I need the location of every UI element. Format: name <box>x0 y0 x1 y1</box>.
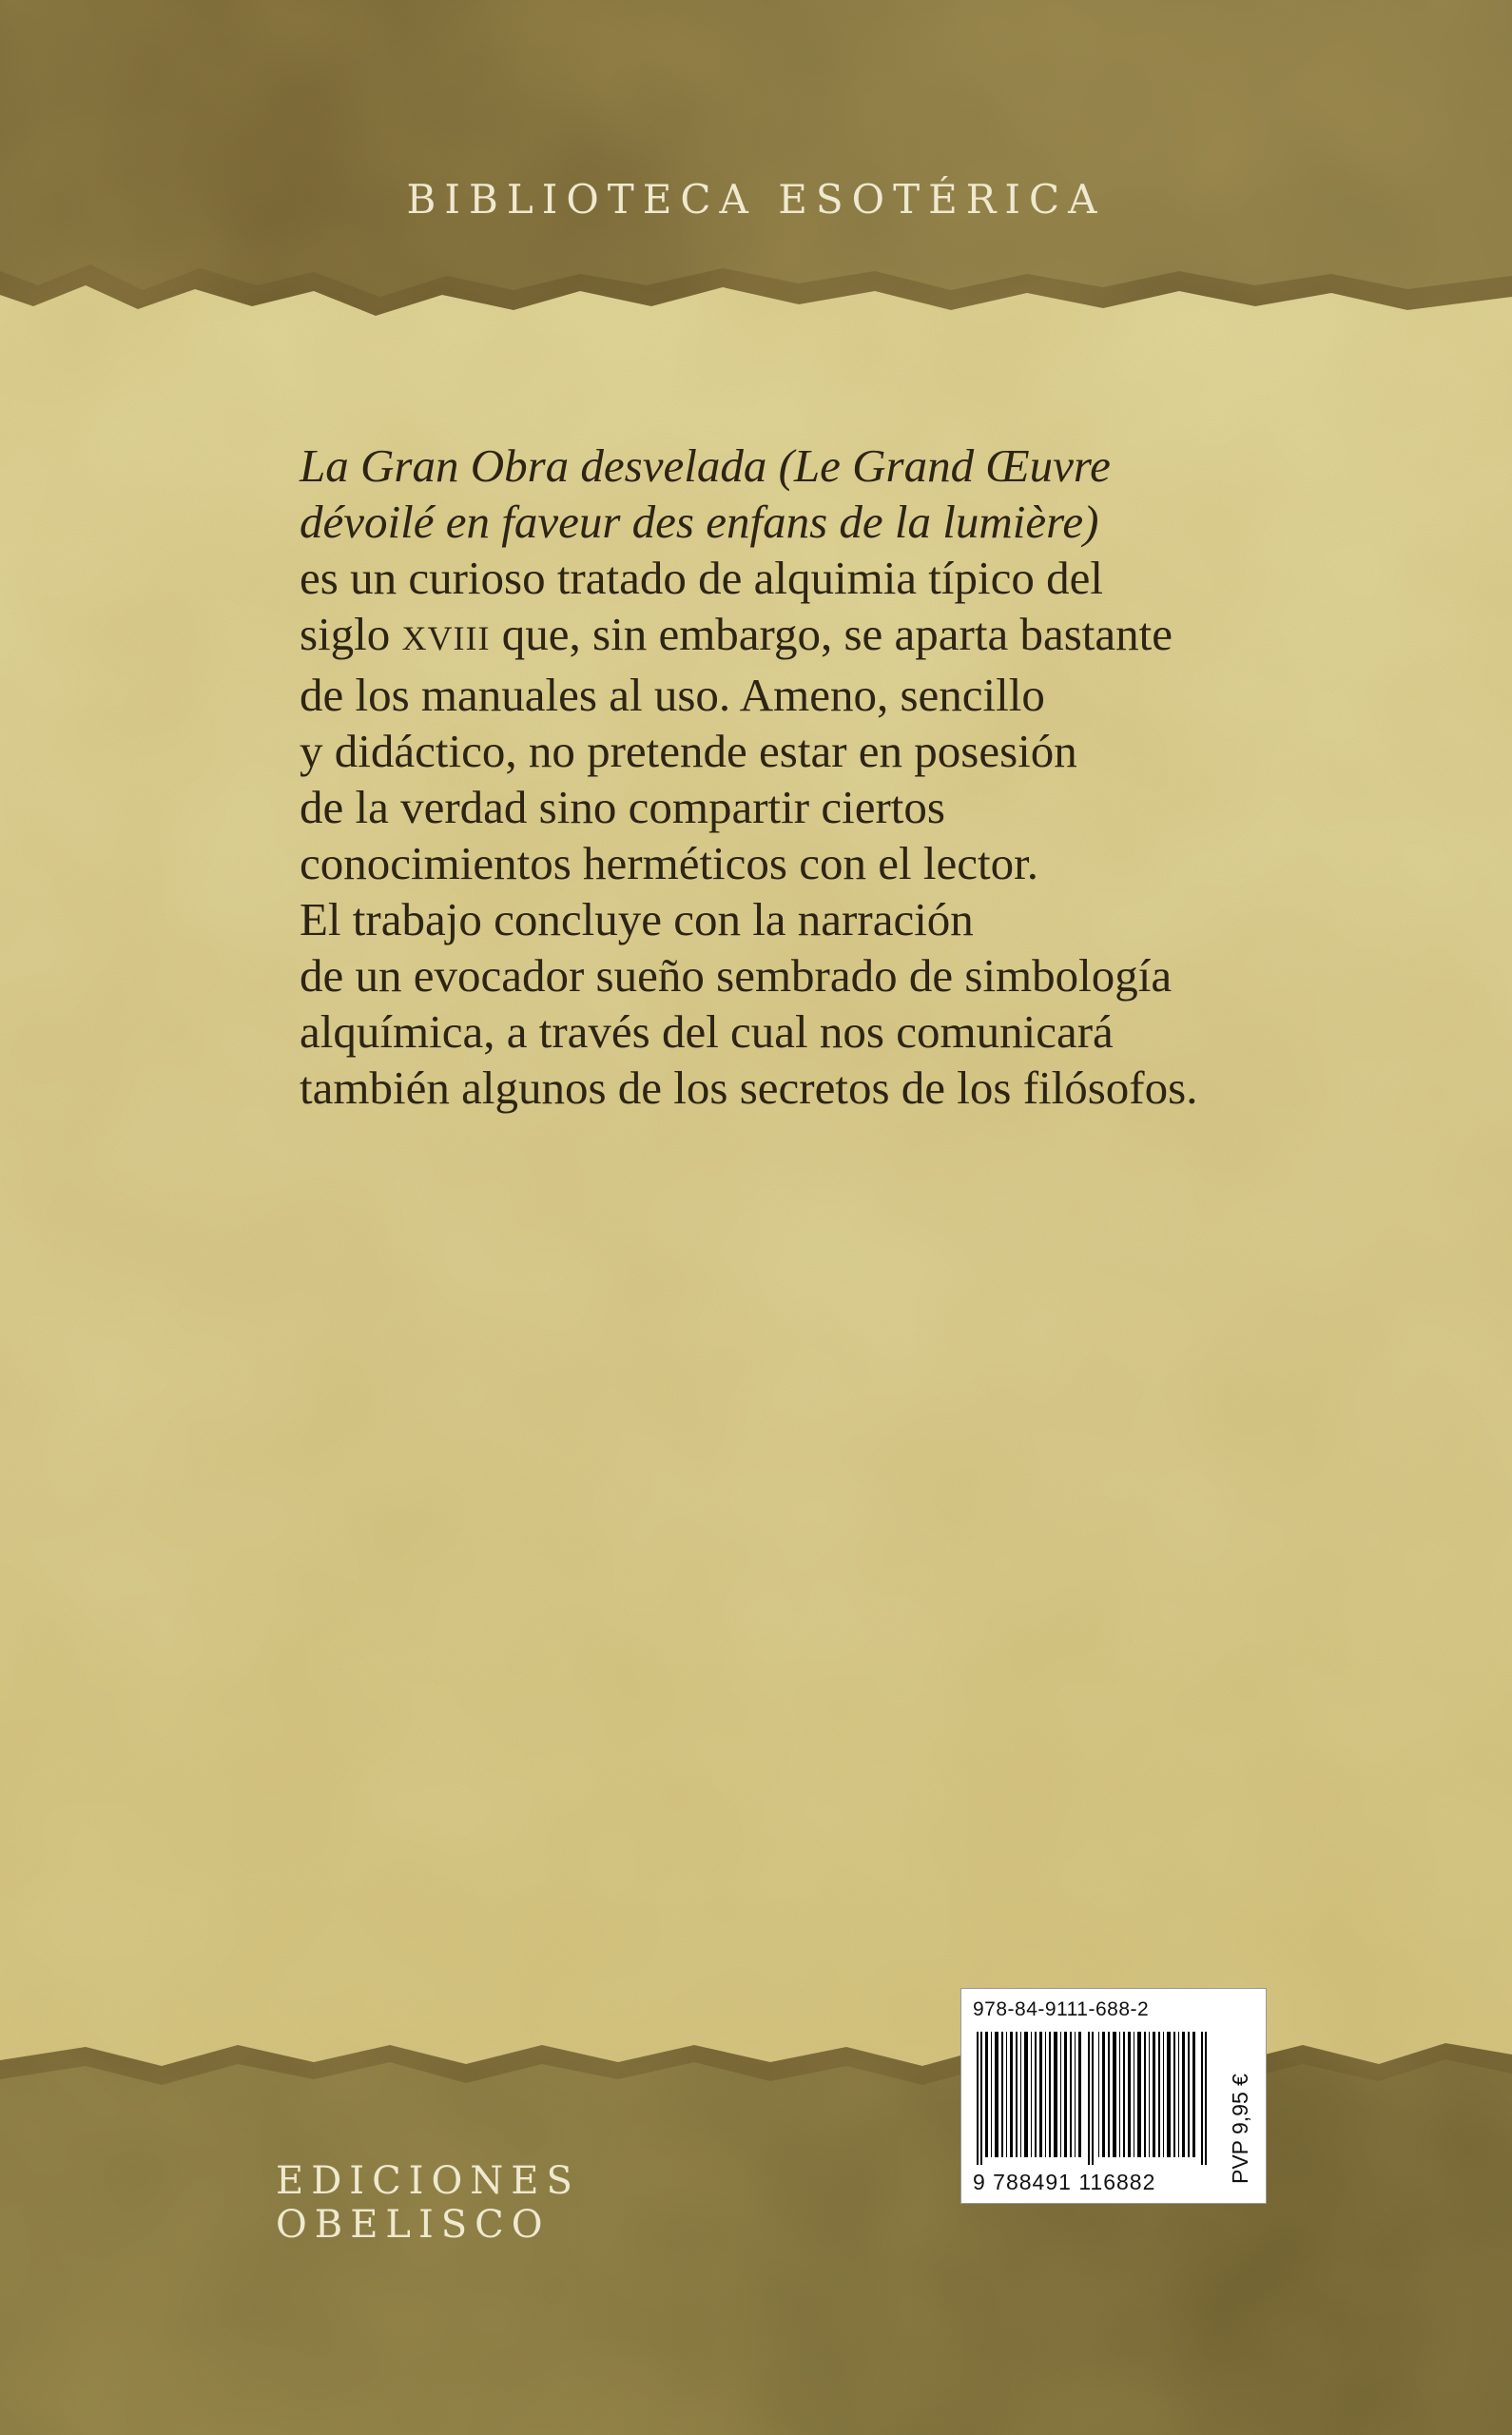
back-cover-blurb <box>300 438 1250 1116</box>
blurb-line <box>300 438 1250 494</box>
blurb-line: de un evocador sueño sembrado de simbología <box>300 949 1173 1002</box>
blurb-line: El trabajo concluye con la narración <box>300 893 974 945</box>
century-numeral: XVIII <box>401 619 491 657</box>
book-title: La Gran Obra desvelada <box>300 439 767 492</box>
blurb-line: de los manuales al uso. Ameno, sencillo <box>300 669 1045 721</box>
blurb-text: que, sin embargo, se aparta bastante <box>490 608 1173 660</box>
series-title: BIBLIOTECA ESOTÉRICA <box>406 176 1106 223</box>
blurb-line: de la verdad sino compartir ciertos <box>300 781 945 833</box>
blurb-line: conocimientos herméticos con el lector. <box>300 837 1038 889</box>
barcode-label <box>960 1988 1267 2204</box>
blurb-text: siglo <box>300 608 402 660</box>
barcode-icon <box>973 2032 1215 2165</box>
blurb-line <box>300 606 1250 667</box>
blurb-line: también algunos de los secretos de los filósofos. <box>300 1062 1198 1114</box>
price-label: PVP 9,95 € <box>1228 2074 1252 2184</box>
blurb-line: y didáctico, no pretende estar en posesión <box>300 725 1077 777</box>
publisher-name: EDICIONES OBELISCO <box>276 2159 580 2247</box>
isbn-number: 978-84-9111-688-2 <box>973 1998 1150 2020</box>
original-title-start: (Le Grand Œuvre <box>766 439 1111 492</box>
blurb-line: alquímica, a través del cual nos comunicará <box>300 1005 1114 1058</box>
ean-number: 9 788491 116882 <box>973 2170 1156 2194</box>
blurb-line: es un curioso tratado de alquimia típico del <box>300 552 1104 604</box>
original-title-end: dévoilé en faveur des enfans de la lumière) <box>300 496 1099 548</box>
